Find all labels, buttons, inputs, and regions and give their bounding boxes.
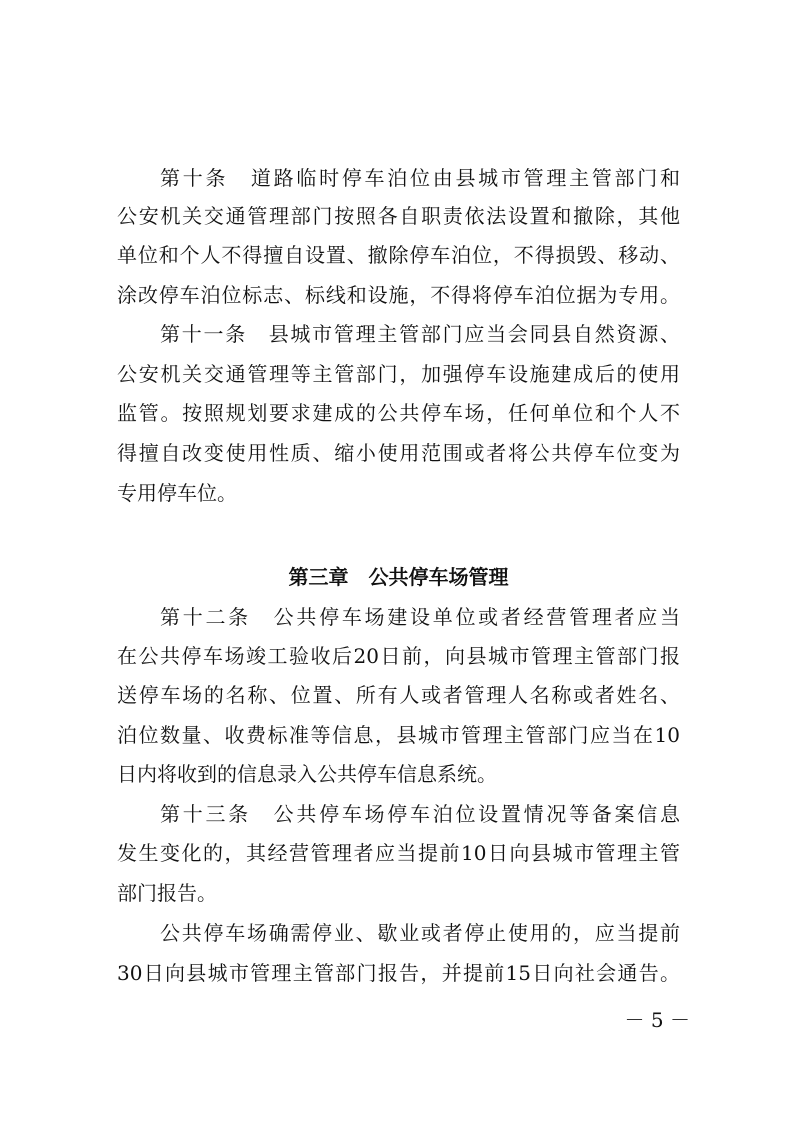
article-13-line-2: 发生变化的，其经营管理者应当提前10日向县城市管理主管	[117, 841, 680, 865]
article-12-line-5: 日内将收到的信息录入公共停车信息系统。	[117, 762, 497, 786]
article-11-line-4: 得擅自改变使用性质、缩小使用范围或者将公共停车位变为	[117, 441, 680, 465]
article-11-line-3: 监管。按照规划要求建成的公共停车场，任何单位和个人不	[117, 401, 680, 425]
article-13-p2-line-1: 公共停车场确需停业、歇业或者停止使用的，应当提前	[160, 921, 680, 945]
article-11-line-1: 第十一条 县城市管理主管部门应当会同县自然资源、	[160, 322, 680, 346]
article-12-line-1: 第十二条 公共停车场建设单位或者经营管理者应当	[160, 605, 680, 629]
article-12-line-2: 在公共停车场竣工验收后20日前，向县城市管理主管部门报	[117, 644, 680, 668]
article-13-line-3: 部门报告。	[117, 881, 217, 905]
article-13-line-1: 第十三条 公共停车场停车泊位设置情况等备案信息	[160, 802, 680, 826]
article-12-line-3: 送停车场的名称、位置、所有人或者管理人名称或者姓名、	[117, 683, 680, 707]
article-11-line-2: 公安机关交通管理等主管部门，加强停车设施建成后的使用	[117, 362, 680, 386]
page-number: － 5 －	[624, 1008, 690, 1032]
article-10-line-3: 单位和个人不得擅自设置、撤除停车泊位，不得损毁、移动、	[117, 243, 680, 267]
article-13-p2-line-2: 30日向县城市管理主管部门报告，并提前15日向社会通告。	[117, 961, 680, 985]
article-10-line-1: 第十条 道路临时停车泊位由县城市管理主管部门和	[160, 166, 680, 190]
article-12-line-4: 泊位数量、收费标准等信息，县城市管理主管部门应当在10	[117, 723, 680, 747]
article-10-line-4: 涂改停车泊位标志、标线和设施，不得将停车泊位据为专用。	[117, 283, 680, 307]
article-11-line-5: 专用停车位。	[117, 481, 237, 505]
chapter-3-heading: 第三章 公共停车场管理	[288, 565, 509, 589]
article-10-line-2: 公安机关交通管理部门按照各自职责依法设置和撤除，其他	[117, 204, 680, 228]
